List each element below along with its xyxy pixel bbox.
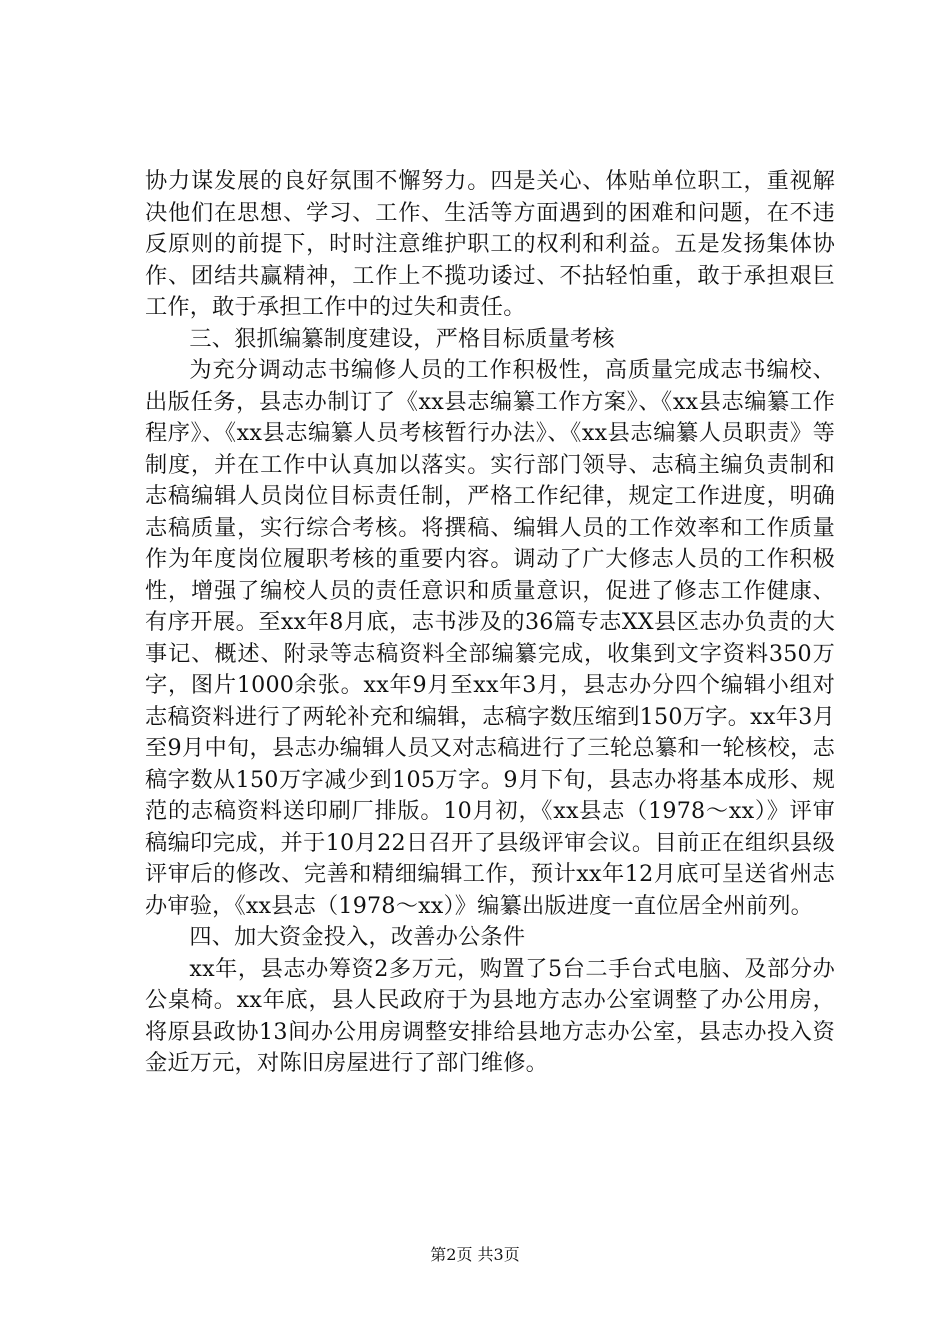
paragraph-section-3: 为充分调动志书编修人员的工作积极性，高质量完成志书编校、出版任务，县志办制订了《xx县志编纂工作方案》、《xx县志编纂工作程序》、《xx县志编纂人员考核暂行办法》、《xx县志编纂人员职责》等制度，并在工作中认真加以落实。实行部门领导、志稿主编负责制和志稿编辑人员岗位目标责任制，严格工作纪律，规定工作进度，明确志稿质量，实行综合考核。将撰稿、编辑人员的工作效率和工作质量作为年度岗位履职考核的重要内容。调动了广大修志人员的工作积极性，增强了编校人员的责任意识和质量意识，促进了修志工作健康、有序开展。至xx年8月底，志书涉及的36篇专志XX县区志办负责的大事记、概述、附录等志稿资料全部编纂完成，收集到文字资料350万字，图片1000余张。xx年9月至xx年3月，县志办分四个编辑小组对志稿资料进行了两轮补充和编辑，志稿字数压缩到150万字。xx年3月至9月中旬，县志办编辑人员又对志稿进行了三轮总纂和一轮核校，志稿字数从150万字减少到105万字。9月下旬，县志办将基本成形、规范的志稿资料送印刷厂排版。10月初，《xx县志（1978～xx）》评审稿编印完成，并于10月22日召开了县级评审会议。目前正在组织县级评审后的修改、完善和精细编辑工作，预计xx年12月底可呈送省州志办审验，《xx县志（1978～xx）》编纂出版进度一直位居全州前列。	[145, 357, 835, 919]
document-body	[145, 166, 835, 1080]
paragraph-continuation: 协力谋发展的良好氛围不懈努力。四是关心、体贴单位职工，重视解决他们在思想、学习、工作、生活等方面遇到的困难和问题，在不违反原则的前提下，时时注意维护职工的权利和利益。五是发扬集体协作、团结共赢精神，工作上不揽功诿过、不拈轻怕重，敢于承担艰巨工作，敢于承担工作中的过失和责任。	[145, 168, 835, 320]
section-heading-3: 三、狠抓编纂制度建设，严格目标质量考核	[189, 325, 615, 352]
paragraph-section-4: xx年，县志办筹资2多万元，购置了5台二手台式电脑、及部分办公桌椅。xx年底，县人民政府于为县地方志办公室调整了办公用房，将原县政协13间办公用房调整安排给县地方志办公室，县志办投入资金近万元，对陈旧房屋进行了部门维修。	[145, 955, 835, 1076]
section-heading-4: 四、加大资金投入，改善办公条件	[189, 924, 526, 950]
page-footer: 第2页 共3页	[430, 1245, 520, 1264]
